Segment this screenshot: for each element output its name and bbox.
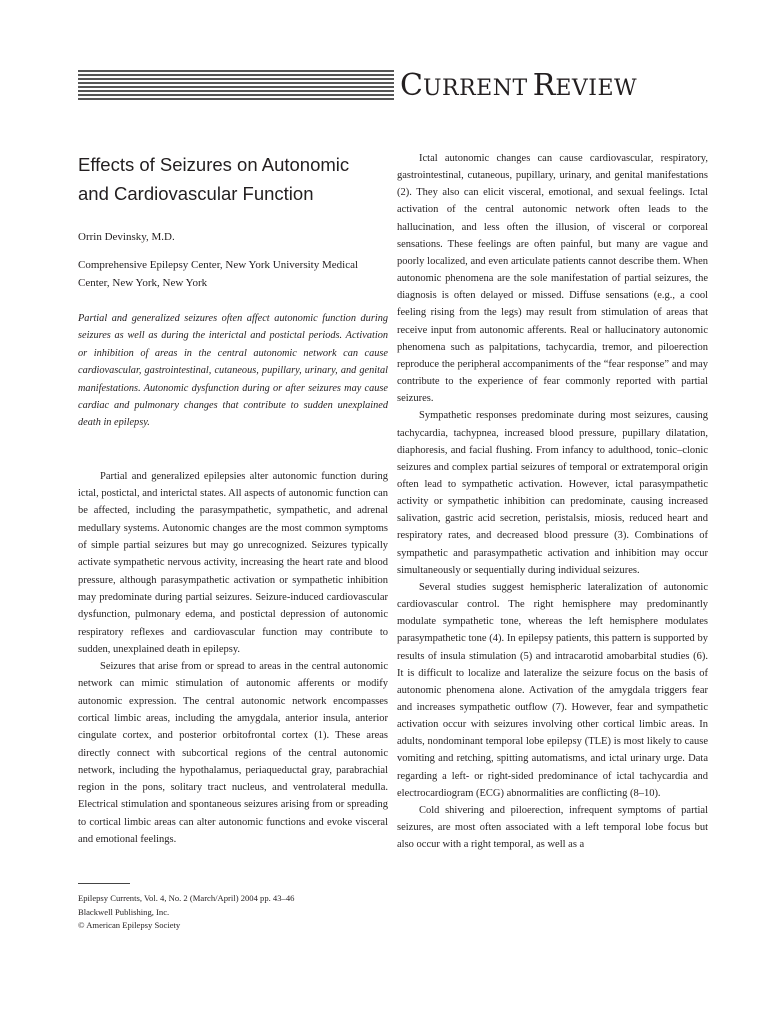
body-paragraph: Partial and generalized epilepsies alter autonomic function during ictal, postictal, and interictal states. All aspects of autonomic function can be affected, including the parasympathetic, sympathetic, and adrenal medullary systems. Autonomic changes are the most common symptoms of simple partial seizures but may go unrecognized. Seizures typically activate sympathetic nervous activity, increasing the heart rate and blood pressure, although parasympathetic activation or sympathetic inhibition may predominate during partial seizures. Seizure-induced cardiovascular dysfunction, pulmonary edema, and postictal depression of autonomic respiratory reflexes and cardiovascular function may contribute to sudden, unexplained death in epilepsy. xyxy=(78,470,388,655)
body-paragraph: Several studies suggest hemispheric lateralization of autonomic cardiovascular control. The right hemisphere may predominantly modulate sympathetic tone, whereas the left hemisphere modulates parasympathetic tone (4). In epilepsy patients, this pattern is supported by results of insula stimulation (5) and intracarotid amobarbital studies (6). It is difficult to localize and lateralize the seizure focus on the basis of autonomic phenomena alone. Activation of the amygdala triggers fear and increases sympathetic outflow (7). However, fear and sympathetic activation occur with seizures involving other cortical limbic areas. In adults, nondominant temporal lobe epilepsy (TLE) is most likely to cause vomiting and retching, spitting automatisms, and ictal urinary urge. Data regarding a left- or right-sided predominance of ictal tachycardia and electrocardiogram (ECG) abnormalities are conflicting (8–10). xyxy=(397,581,708,799)
author: Orrin Devinsky, M.D. xyxy=(78,231,175,243)
body-paragraph: Seizures that arise from or spread to areas in the central autonomic network can mimic stimulation of autonomic afferents or modify autonomic expression. The central autonomic network encompasses cortical limbic areas, including the amygdala, anterior insula, anterior cingulate cortex, and posterior orbitofrontal cortex (1). These areas directly connect with subcortical regions of the central autonomic network, including the hypothalamus, periaqueductal gray, parabrachial region in the pons, solitary tract nucleus, and ventrolateral medulla. Electrical stimulation and spontaneous seizures arising from or spreading to cortical limbic areas can alter autonomic functions and evoke visceral and emotional feelings. xyxy=(78,661,388,846)
copyright: © American Epilepsy Society xyxy=(78,920,181,930)
footnote-divider xyxy=(78,883,130,884)
body-paragraph: Sympathetic responses predominate during most seizures, causing tachycardia, tachypnea, increased blood pressure, pupillary dilatation, diaphoresis, and facial flushing. From infancy to adulthood, tonic–clonic seizures and complex partial seizures of temporal or extratemporal origin often lead to sympathetic activation. However, ictal parasympathetic activity or sympathetic inhibition can predominate, causing increased salivation, gastric acid secretion, peristalsis, miosis, reduced heart and respiratory rates, and decreased blood pressure (3). Combinations of sympathetic and parasympathetic activation and inhibition may occur simultaneously or sequentially during individual seizures. xyxy=(397,410,708,576)
body-paragraph: Cold shivering and piloerection, infrequent symptoms of partial seizures, are most often associated with a left temporal lobe focus but also occur with a right temporal, as well as a xyxy=(397,804,708,851)
publisher: Blackwell Publishing, Inc. xyxy=(78,906,170,917)
article-title: Effects of Seizures on Autonomic and Cardiovascular Function xyxy=(78,154,350,204)
abstract: Partial and generalized seizures often affect autonomic function during seizures as well as during the interictal and postictal periods. Activation or inhibition of areas in the central autonomic network can cause cardiovascular, gastrointestinal, cutaneous, pupillary, urinary, and genital manifestations. Autonomic dysfunction during or after seizures may cause cardiac and pulmonary changes that contribute to sudden unexplained death in epilepsy. xyxy=(78,313,388,429)
footnotes xyxy=(78,892,388,933)
body-paragraph: Ictal autonomic changes can cause cardiovascular, respiratory, gastrointestinal, cutaneous, pupillary, urinary, and genital manifestations (2). They also can elicit visceral, emotional, and sexual feelings. Ictal activation of the central autonomic network often leads to the hallucination, and less often the illusion, of visceral or corporeal sensations. These feelings are often painful, but many are vague and poorly localized, and even articulate patients cannot describe them. When autonomic phenomena are the sole manifestation of partial seizures, the diagnosis is often delayed or missed. Diffuse sensations (e.g., a cool feeling rising from the legs) may result from stimulation of areas that receive input from autonomic afferents. Real or hallucinatory autonomic phenomena such as palpitations, tachycardia, tremor, and piloerection reproduce the peripheral accompaniments of the “fear response” and may contribute to the experience of fear commonly reported with partial seizures. xyxy=(397,153,708,405)
journal-citation: Epilepsy Currents, Vol. 4, No. 2 (March/April) 2004 pp. 43–46 xyxy=(78,893,295,903)
right-column xyxy=(397,150,708,853)
left-column xyxy=(78,150,388,848)
affiliation: Comprehensive Epilepsy Center, New York University Medical Center, New York, New York xyxy=(78,259,359,289)
section-title: CURRENT REVIEW xyxy=(400,68,638,103)
header-stripe-decoration xyxy=(78,70,394,100)
